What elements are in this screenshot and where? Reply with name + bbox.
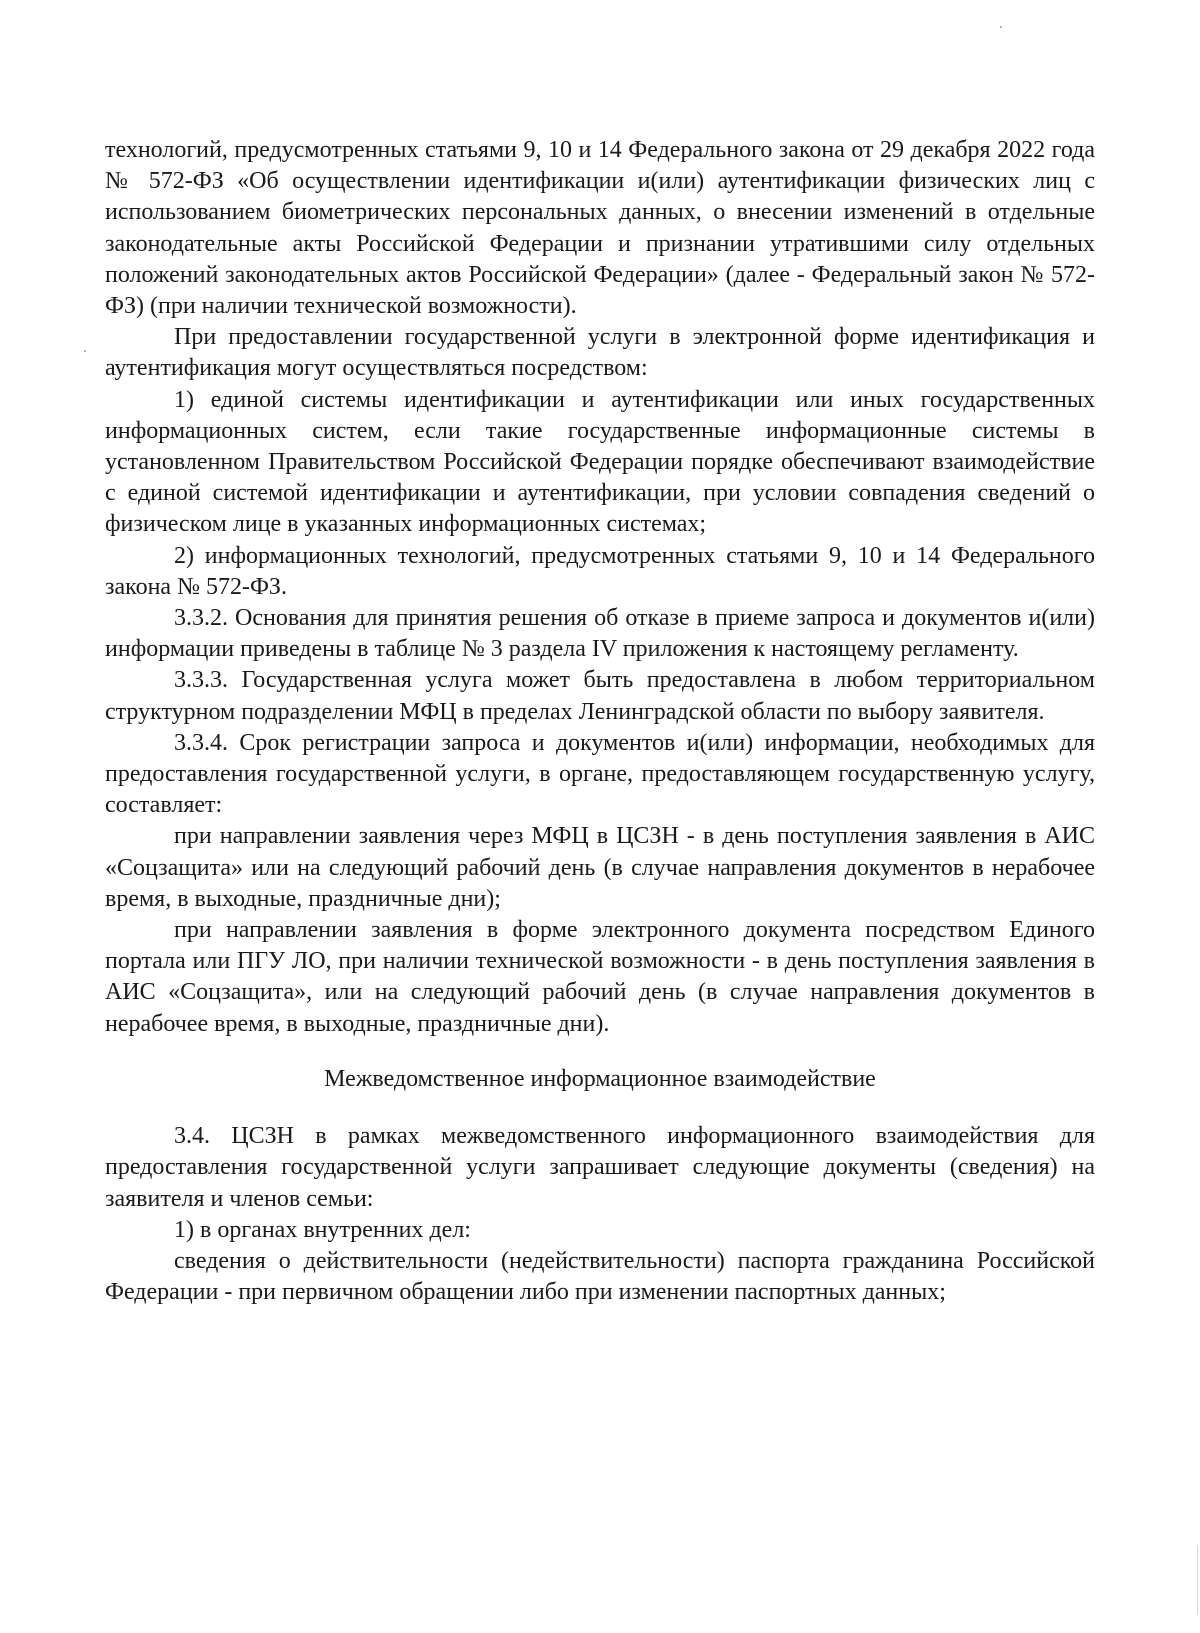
section-heading: Межведомственное информационное взаимодействие	[324, 1065, 876, 1092]
paragraph-3-3-2: 3.3.2. Основания для принятия решения об отказе в приеме запроса и документов и(или) информации приведены в таблице № 3 раздела IV приложения к настоящему регламенту.	[105, 605, 1095, 663]
scan-speck	[1000, 26, 1002, 28]
paragraph-3-4: 3.4. ЦСЗН в рамках межведомственного информационного взаимодействия для предоставления государственной услуги запрашивает следующие документы (сведения) на заявителя и членов семьи:	[105, 1123, 1095, 1212]
list-item-2-biometrics: 2) информационных технологий, предусмотренных статьями 9, 10 и 14 Федерального закона № 572-ФЗ.	[105, 542, 1095, 600]
list-item-1-internal-affairs: 1) в органах внутренних дел:	[174, 1216, 471, 1243]
paragraph-3-3-3: 3.3.3. Государственная услуга может быть предоставлена в любом территориальном структурном подразделении МФЦ в пределах Ленинградской области по выбору заявителя.	[105, 667, 1095, 725]
paragraph-passport-validity: сведения о действительности (недействительности) паспорта гражданина Российской Федерации - при первичном обращении либо при изменении паспортных данных;	[105, 1247, 1095, 1306]
scan-speck	[84, 350, 86, 352]
paragraph-continuation: технологий, предусмотренных статьями 9, 10 и 14 Федерального закона от 29 декабря 2022 года № 572-ФЗ «Об осуществлении идентификации и(или) аутентификации физических лиц с использованием биометрических персональных данных, о внесении изменений в отдельные законодательные акты Российской Федерации и признании утратившими силу отдельных положений законодательных актов Российской Федерации» (далее - Федеральный закон № 572-ФЗ) (при наличии технической возможности).	[105, 137, 1095, 320]
paragraph-electronic-submission: при направлении заявления в форме электронного документа посредством Единого портала или ПГУ ЛО, при наличии технической возможности - в день поступления заявления в АИС «Соцзащита», или на следующий рабочий день (в случае направления документов в нерабочее время, в выходные, праздничные дни).	[105, 917, 1095, 1037]
paragraph-mfc-submission: при направлении заявления через МФЦ в ЦСЗН - в день поступления заявления в АИС «Соцзащита» или на следующий рабочий день (в случае направления документов в нерабочее время, в выходные, праздничные дни);	[105, 823, 1095, 912]
list-item-1-esia: 1) единой системы идентификации и аутентификации или иных государственных информационных систем, если такие государственные информационные системы в установленном Правительством Российской Федерации порядке обеспечивают взаимодействие с единой системой идентификации и аутентификации, при условии совпадения сведений о физическом лице в указанных информационных системах;	[105, 386, 1095, 538]
document-page	[105, 135, 1095, 1308]
scan-edge-line	[1197, 1545, 1198, 1615]
paragraph-3-3-4: 3.3.4. Срок регистрации запроса и документов и(или) информации, необходимых для предоставления государственной услуги, в органе, предоставляющем государственную услугу, составляет:	[105, 729, 1095, 819]
paragraph-electronic-identification: При предоставлении государственной услуги в электронной форме идентификация и аутентификация могут осуществляться посредством:	[105, 324, 1095, 382]
